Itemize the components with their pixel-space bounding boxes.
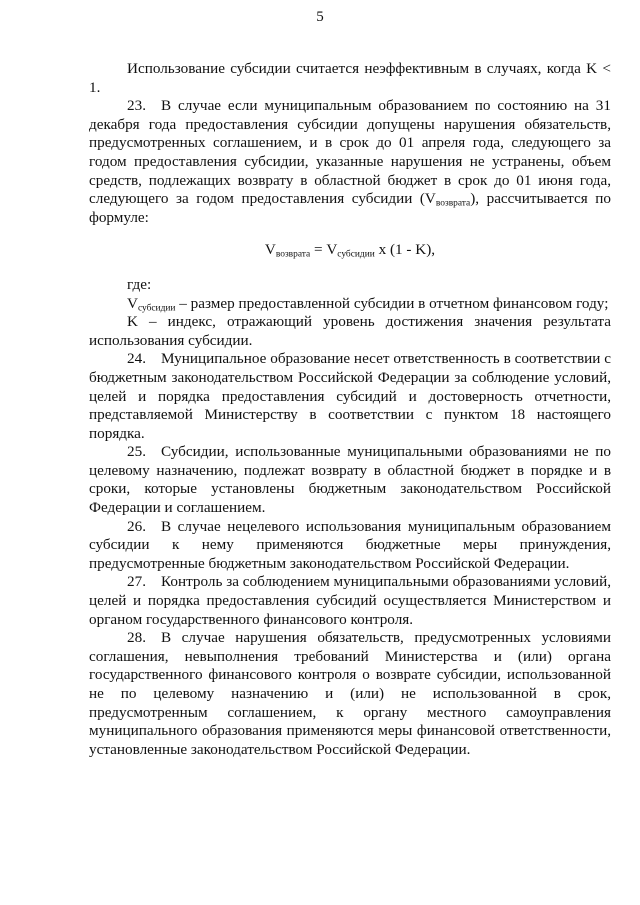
paragraph-text-tail: ), рассчитывается по формуле:: [89, 190, 611, 226]
document-body: [89, 60, 611, 759]
paragraph-26: [89, 518, 611, 574]
paragraph-25: [89, 443, 611, 517]
paragraph-text: Контроль за соблюдением муниципальными образованиями условий, целей и порядка предоставления субсидий осуществляется Министерством и органом государственного финансового контроля.: [89, 573, 611, 628]
paragraph-number: 26.: [127, 517, 146, 535]
formula-rest: x (1 - K),: [374, 241, 436, 259]
definition-text: – размер предоставленной субсидии в отчетном финансовом году;: [175, 294, 609, 312]
formula-subscript: возврата: [275, 249, 311, 260]
paragraph-24: [89, 350, 611, 443]
formula: [89, 241, 611, 260]
paragraph-text: Субсидии, использованные муниципальными образованиями не по целевому назначению, подлежат возврату в областной бюджет в порядке и в сроки, которые установлены бюджетным законодательством Российской Федерации и соглашением.: [89, 443, 611, 517]
formula-symbol: V: [264, 241, 276, 259]
subscript: возврата: [435, 198, 471, 209]
definition-subscript: субсидии: [137, 302, 176, 313]
paragraph-text: Муниципальное образование несет ответственность в соответствии с бюджетным законодательством Российской Федерации за соблюдение условий, целей и порядка предоставления субсидий и достоверность отчетности, представляемой Министерству в соответствии с пунктом 18 настоящего порядка.: [89, 350, 611, 442]
where-label: где:: [127, 275, 152, 293]
paragraph-inefficient: Использование субсидии считается неэффективным в случаях, когда K < 1.: [89, 60, 611, 96]
paragraph-number: 23.: [127, 97, 146, 115]
paragraph-number: 24.: [127, 350, 146, 368]
definition-k: K – индекс, отражающий уровень достижения значения результата использования субсидии.: [89, 313, 611, 349]
page-number: 5: [316, 9, 324, 25]
formula-equals: = V: [310, 241, 338, 259]
paragraph-text: В случае нецелевого использования муниципальным образованием субсидии к нему применяются бюджетные меры принуждения, предусмотренные бюджетным законодательством Российской Федерации.: [89, 517, 611, 572]
formula-subscript: субсидии: [337, 249, 375, 260]
paragraph-text: В случае если муниципальным образованием по состоянию на 31 декабря года предоставления субсидии допущены нарушения обязательств, предусмотренных соглашением, и в срок до 01 апреля года, следующего за годом предоставления субсидии, указанные нарушения не устранены, объем средств, подлежащих возврату в областной бюджет в срок до 01 июня года, следующего за годом предоставления субсидии (V: [89, 97, 611, 208]
definition-v: [89, 295, 611, 314]
paragraph-text: В случае нарушения обязательств, предусмотренных условиями соглашения, невыполнения требований Министерства и (или) органа государственного финансового контроля о возврате субсидии, использованной не по целевому назначению и (или) не использованной в срок, предусмотренным соглашением, к органу местного самоуправления муниципального образования применяются меры финансовой ответственности, установленные законодательством Российской Федерации.: [89, 629, 611, 758]
paragraph-27: [89, 573, 611, 629]
paragraph-number: 27.: [127, 573, 146, 591]
paragraph-number: 28.: [127, 629, 146, 647]
paragraph-number: 25.: [127, 443, 146, 461]
paragraph-28: [89, 629, 611, 759]
definition-symbol: V: [127, 294, 138, 312]
paragraph-23: [89, 97, 611, 227]
